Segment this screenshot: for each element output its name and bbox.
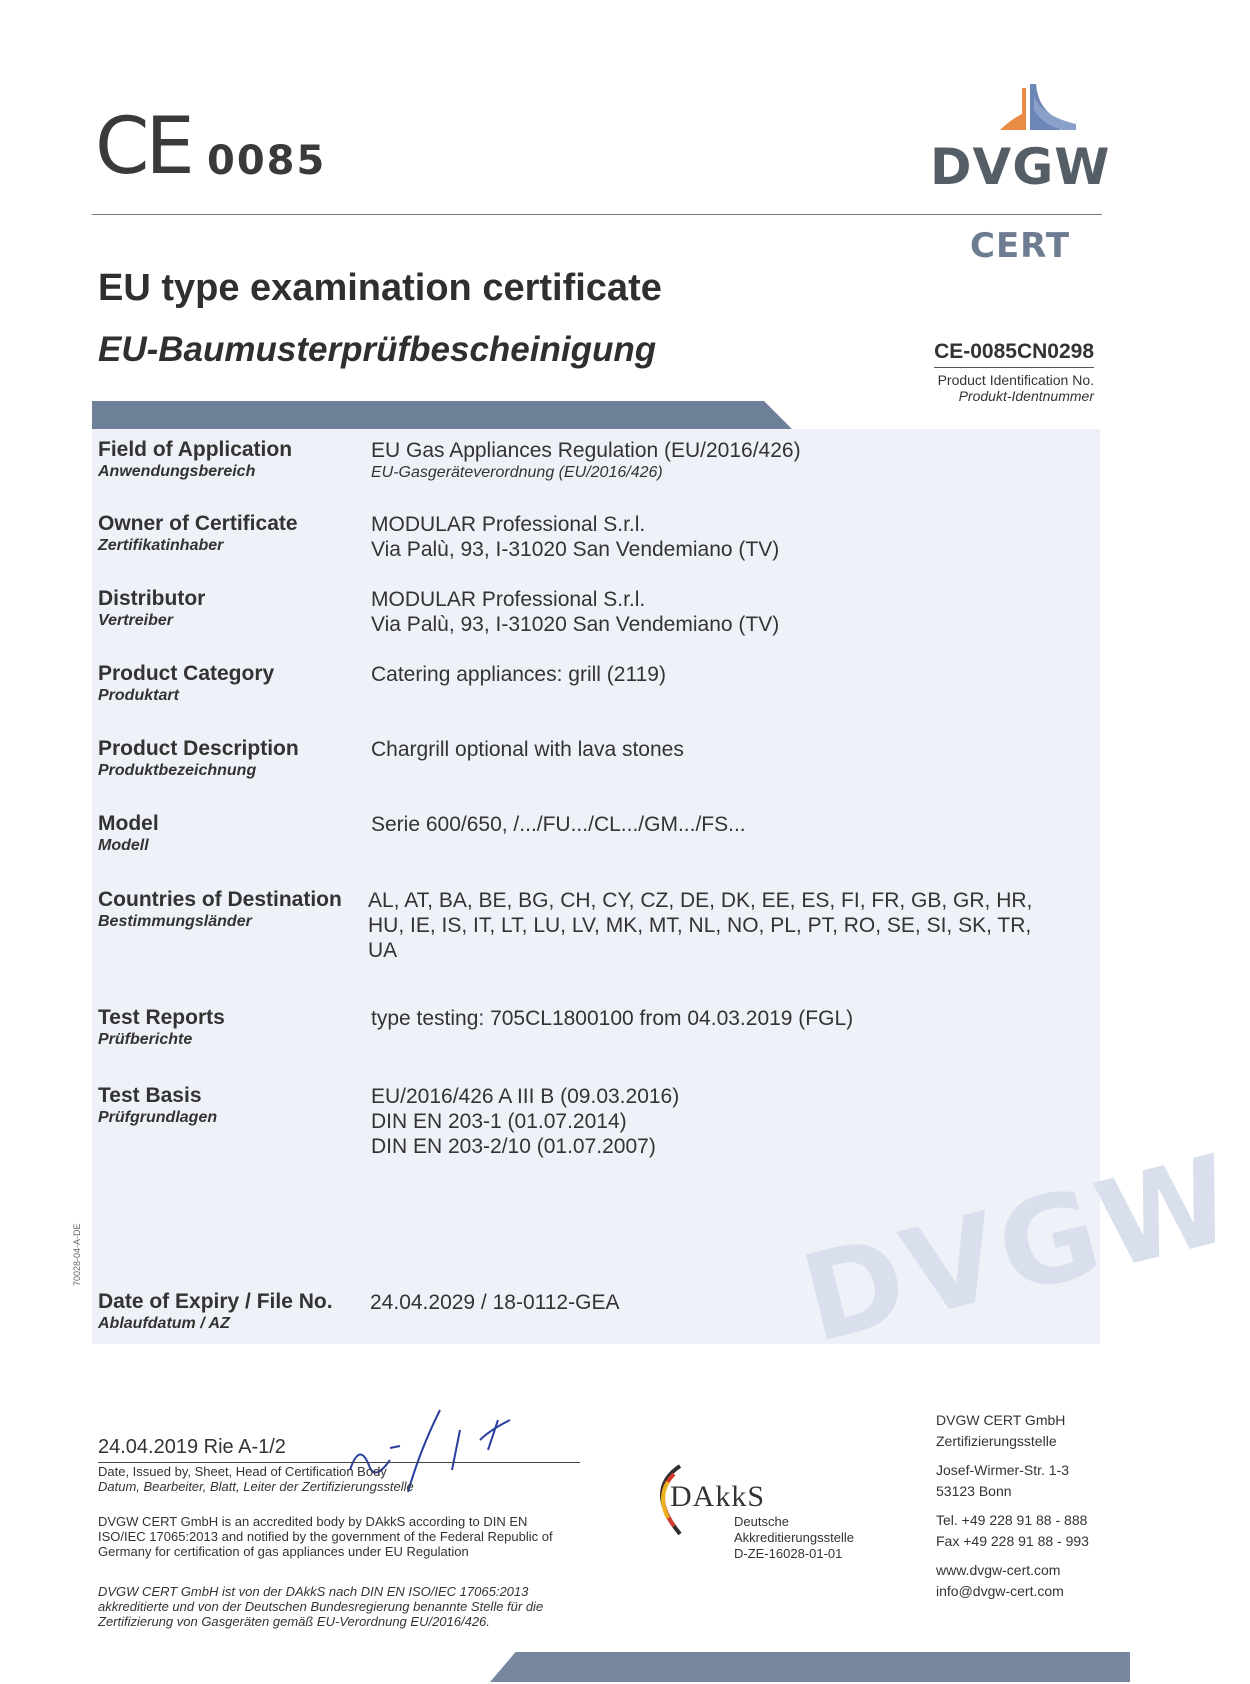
dvgw-flame-icon (930, 80, 1110, 140)
field-value-line: Catering appliances: grill (2119) (371, 663, 666, 686)
issue-caption: Date, Issued by, Sheet, Head of Certification Body (98, 1464, 387, 1479)
dakks-wordmark: DAkkS (670, 1480, 766, 1513)
field-value-line: DIN EN 203-2/10 (01.07.2007) (371, 1135, 656, 1158)
field-value-line: EU Gas Appliances Regulation (EU/2016/426) (371, 439, 801, 462)
address-city: 53123 Bonn (936, 1483, 1012, 1499)
field-label: Test Basis (98, 1084, 202, 1107)
header-band (92, 401, 792, 429)
field-label: Distributor (98, 587, 206, 610)
dakks-details (734, 1514, 854, 1562)
field-value-line: UA (368, 939, 398, 962)
issue-caption-german: Datum, Bearbeiter, Blatt, Leiter der Zertifizierungsstelle (98, 1479, 414, 1494)
product-id-label-german: Produkt-Identnummer (958, 388, 1094, 404)
address-tel: Tel. +49 228 91 88 - 888 (936, 1512, 1088, 1528)
field-value (370, 1290, 1100, 1315)
field-value (371, 812, 1101, 837)
issue-divider (98, 1462, 580, 1463)
footer-band (490, 1652, 1130, 1682)
field-value-line: MODULAR Professional S.r.l. (371, 513, 646, 536)
field-value (371, 662, 1101, 687)
address-email[interactable]: info@dvgw-cert.com (936, 1583, 1064, 1599)
field-row-expiry (98, 1290, 620, 1334)
dvgw-watermark: DVGW (789, 1128, 1250, 1371)
field-label-german: Prüfberichte (98, 1031, 193, 1048)
header-divider (92, 214, 1102, 215)
field-value-line: Via Palù, 93, I-31020 San Vendemiano (TV) (371, 613, 780, 636)
dvgw-cert-logo (930, 80, 1111, 266)
field-value (371, 737, 1101, 762)
notified-body-number: 0085 (207, 138, 327, 184)
field-value (371, 587, 1101, 637)
product-id-label: Product Identification No. (937, 372, 1094, 388)
field-label: Date of Expiry / File No. (98, 1290, 333, 1313)
accreditation-statement-german: DVGW CERT GmbH ist von der DAkkS nach DIN EN ISO/IEC 17065:2013 akkreditierte und von der Deutschen Bundesregierung benannte Stelle für die Zertifizierung von Gasgeräten gemäß EU-Verordnung EU/2016/426. (98, 1584, 544, 1629)
product-identification (898, 340, 1094, 404)
field-label-german: Produktart (98, 687, 179, 704)
field-label-german: Vertreiber (98, 612, 173, 629)
field-value (371, 438, 1101, 483)
accreditation-statement: DVGW CERT GmbH is an accredited body by DAkkS according to DIN EN ISO/IEC 17065:2013 and notified by the government of the Federal Republic of Germany for certification of gas appliances under EU Regulation (98, 1514, 553, 1559)
form-code: 70028-04-A-DE (72, 1223, 82, 1286)
field-label-german: Produktbezeichnung (98, 762, 257, 779)
field-value (368, 888, 1098, 963)
field-value-line: 24.04.2029 / 18-0112-GEA (370, 1291, 620, 1314)
field-row-application (98, 438, 801, 482)
dvgw-wordmark: DVGW (930, 138, 1111, 196)
field-label: Product Category (98, 662, 275, 685)
field-value-line: AL, AT, BA, BE, BG, CH, CY, CZ, DE, DK, EE, ES, FI, FR, GB, GR, HR, (368, 889, 1033, 912)
field-row-test-reports (98, 1006, 854, 1050)
field-label: Model (98, 812, 159, 835)
issue-line: 24.04.2019 Rie A-1/2 (98, 1436, 286, 1458)
contact-address (936, 1412, 1089, 1604)
certificate-title-german: EU-Baumusterprüfbescheinigung (98, 330, 657, 369)
field-value-line: MODULAR Professional S.r.l. (371, 588, 646, 611)
certificate-title: EU type examination certificate (98, 267, 662, 309)
dakks-registration-number: D-ZE-16028-01-01 (734, 1546, 843, 1561)
field-label: Owner of Certificate (98, 512, 298, 535)
field-value-line: Serie 600/650, /.../FU.../CL.../GM.../FS... (371, 813, 746, 836)
dakks-line: Akkreditierungsstelle (734, 1530, 854, 1545)
field-label-german: Zertifikatinhaber (98, 537, 224, 554)
field-value-line: EU/2016/426 A III B (09.03.2016) (371, 1085, 680, 1108)
field-label: Product Description (98, 737, 299, 760)
field-value (371, 1006, 1101, 1031)
field-label-german: Modell (98, 837, 149, 854)
field-row-owner (98, 512, 780, 561)
field-row-description (98, 737, 684, 781)
address-street: Josef-Wirmer-Str. 1-3 (936, 1462, 1070, 1478)
field-value (371, 1084, 1101, 1159)
address-dept: Zertifizierungsstelle (936, 1433, 1057, 1449)
field-value-line: type testing: 705CL1800100 from 04.03.2019 (FGL) (371, 1007, 854, 1030)
field-label: Countries of Destination (98, 888, 342, 911)
address-company: DVGW CERT GmbH (936, 1412, 1066, 1428)
field-label: Test Reports (98, 1006, 225, 1029)
product-id-code: CE-0085CN0298 (934, 340, 1094, 368)
ce-mark-logo (95, 102, 327, 192)
field-value-line: Chargrill optional with lava stones (371, 738, 684, 761)
ce-mark-symbol: CE (95, 102, 191, 192)
field-label-german: Prüfgrundlagen (98, 1109, 218, 1126)
dakks-logo (640, 1450, 880, 1560)
address-web[interactable]: www.dvgw-cert.com (936, 1562, 1061, 1578)
field-value-line: DIN EN 203-1 (01.07.2014) (371, 1110, 627, 1133)
field-label-german: Ablaufdatum / AZ (98, 1315, 230, 1332)
field-row-test-basis (98, 1084, 680, 1158)
field-row-distributor (98, 587, 780, 636)
field-row-countries (98, 888, 1033, 962)
field-label-german: Bestimmungsländer (98, 913, 252, 930)
dvgw-cert-wordmark: CERT (970, 226, 1071, 266)
field-label: Field of Application (98, 438, 293, 461)
address-fax: Fax +49 228 91 88 - 993 (936, 1533, 1089, 1549)
field-value (371, 512, 1101, 562)
field-row-category (98, 662, 666, 706)
dakks-line: Deutsche (734, 1514, 789, 1529)
field-value-german: EU-Gasgeräteverordnung (EU/2016/426) (371, 464, 663, 481)
field-row-model (98, 812, 746, 856)
field-value-line: Via Palù, 93, I-31020 San Vendemiano (TV) (371, 538, 780, 561)
field-value-line: HU, IE, IS, IT, LT, LU, LV, MK, MT, NL, NO, PL, PT, RO, SE, SI, SK, TR, (368, 914, 1032, 937)
field-label-german: Anwendungsbereich (98, 463, 256, 480)
